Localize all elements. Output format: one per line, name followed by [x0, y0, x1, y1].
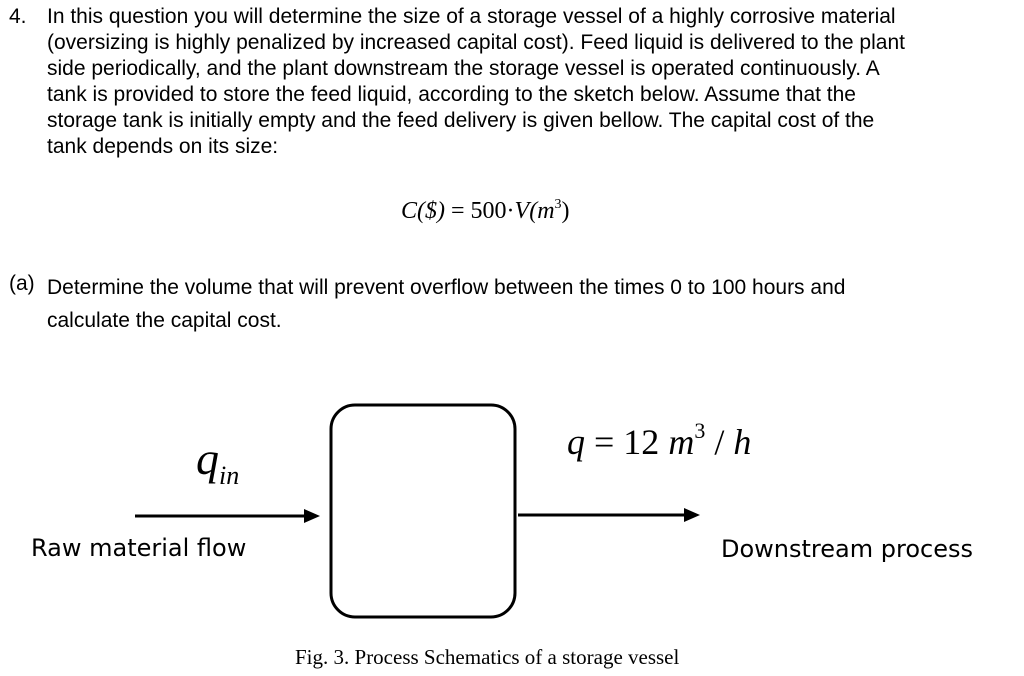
formula-variable: V	[514, 198, 530, 224]
part-a-label: (a)	[9, 272, 35, 295]
part-a-line: calculate the capital cost.	[47, 309, 282, 332]
inflow-q: q	[196, 433, 219, 484]
storage-vessel	[331, 405, 515, 617]
part-a-line: Determine the volume that will prevent overflow between the times 0 to 100 hours and	[47, 276, 846, 299]
downstream-process-label: Downstream process	[721, 535, 973, 563]
formula-dot: ·	[506, 198, 515, 224]
formula-lhs: C($)	[401, 198, 445, 224]
question-line: tank is provided to store the feed liquid, according to the sketch below. Assume that the	[47, 82, 856, 106]
outflow-value: = 12	[585, 422, 669, 462]
figure-caption: Fig. 3. Process Schematics of a storage vessel	[295, 645, 680, 669]
outflow-unit-slash: /	[705, 422, 734, 462]
outflow-q: q	[567, 422, 585, 462]
inflow-symbol	[196, 433, 240, 490]
formula-unit-exponent: 3	[554, 197, 562, 212]
outflow-unit-exponent: 3	[694, 418, 706, 443]
question-number: 4.	[9, 5, 27, 28]
raw-material-flow-label: Raw material flow	[31, 534, 247, 562]
inflow-arrowhead	[304, 509, 320, 523]
formula-equals: =	[451, 198, 465, 224]
outflow-unit: m	[668, 422, 695, 462]
question-line: In this question you will determine the size of a storage vessel of a highly corrosive material	[47, 5, 896, 28]
question-line: side periodically, and the plant downstream the storage vessel is operated continuously. A	[47, 56, 880, 80]
outflow-arrowhead	[684, 508, 700, 522]
question-line: storage tank is initially empty and the feed delivery is given bellow. The capital cost of the	[47, 108, 875, 132]
formula-unit-open: (m	[529, 198, 555, 224]
outflow-unit-time: h	[733, 422, 752, 462]
formula-unit-close: )	[561, 198, 570, 224]
question-line: tank depends on its size:	[47, 134, 279, 158]
question-line: (oversizing is highly penalized by increased capital cost). Feed liquid is delivered to the plant	[47, 30, 905, 54]
inflow-subscript: in	[219, 461, 240, 490]
formula-coefficient: 500	[470, 198, 507, 224]
outflow-rate	[567, 420, 751, 464]
